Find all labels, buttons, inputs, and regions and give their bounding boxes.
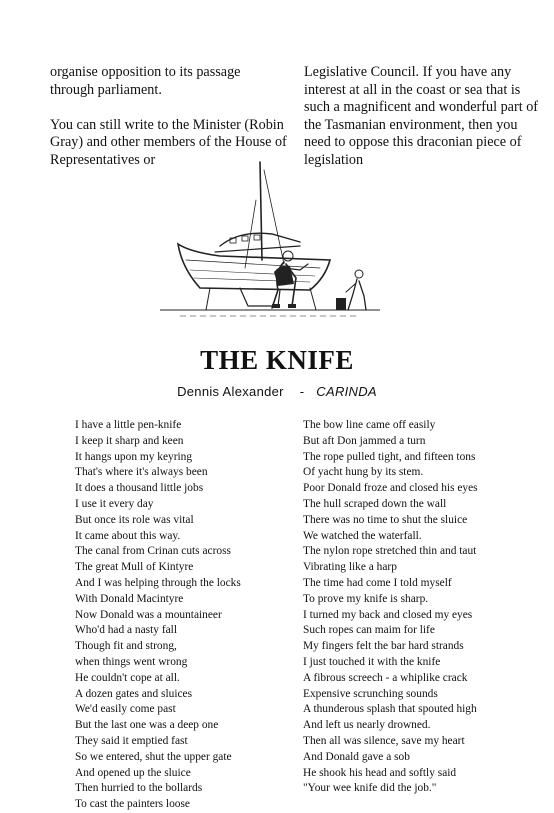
poem-line: Then all was silence, save my heart xyxy=(303,734,465,747)
poem-boat-name: CARINDA xyxy=(316,384,377,399)
poem-line: We watched the waterfall. xyxy=(303,529,422,542)
poem-line: So we entered, shut the upper gate xyxy=(75,750,232,763)
poem-line: Of yacht hung by its stem. xyxy=(303,466,424,479)
poem-line: Now Donald was a mountaineer xyxy=(75,608,222,621)
poem-line: I have a little pen-knife xyxy=(75,419,182,431)
poem-line: The hull scraped down the wall xyxy=(303,497,447,510)
poem-line: A thunderous splash that spouted high xyxy=(303,703,477,716)
poem-line: But the last one was a deep one xyxy=(75,719,219,732)
top-right-paragraph: Legislative Council. If you have any interest at all in the coast or sea that is such a magnificent and wonderful part of the Tasmanian environment, then you need to oppose this draconian piece of legislation xyxy=(304,64,539,168)
poem-line: They said it emptied fast xyxy=(75,734,188,747)
poem-right-column xyxy=(303,418,533,797)
poem-line: To prove my knife is sharp. xyxy=(303,592,429,605)
poem-line: To cast the painters loose xyxy=(75,798,190,811)
poem-line: We'd easily come past xyxy=(75,703,176,716)
poem-byline xyxy=(0,384,554,399)
poem-line: The bow line came off easily xyxy=(303,419,436,431)
poem-line: A dozen gates and sluices xyxy=(75,687,193,700)
poem-title: THE KNIFE xyxy=(200,345,354,375)
poem-line: The great Mull of Kintyre xyxy=(75,561,194,574)
poem-line: The nylon rope stretched thin and taut xyxy=(303,545,477,558)
poem-line: It came about this way. xyxy=(75,529,181,542)
poem-line: And opened up the sluice xyxy=(75,766,191,779)
poem-line: But aft Don jammed a turn xyxy=(303,434,426,447)
poem-line: My fingers felt the bar hard strands xyxy=(303,640,464,653)
poem-line: "Your wee knife did the job." xyxy=(303,782,437,795)
poem-author: Dennis Alexander xyxy=(177,384,284,399)
poem-line: I use it every day xyxy=(75,497,154,510)
poem-line: Poor Donald froze and closed his eyes xyxy=(303,482,478,495)
top-left-paragraph: organise opposition to its passage through parliament. xyxy=(50,64,241,98)
poem-line: And I was helping through the locks xyxy=(75,576,241,589)
poem-line: I just touched it with the knife xyxy=(303,655,441,668)
poem-line: He couldn't cope at all. xyxy=(75,671,180,684)
poem-line: Who'd had a nasty fall xyxy=(75,624,178,637)
poem-line: Then hurried to the bollards xyxy=(75,782,203,795)
byline-separator: - xyxy=(299,384,305,399)
poem-line: It hangs upon my keyring xyxy=(75,450,193,463)
poem-line: It does a thousand little jobs xyxy=(75,482,204,495)
poem-line: The canal from Crinan cuts across xyxy=(75,545,231,558)
poem-left-column xyxy=(75,418,290,813)
poem-line: There was no time to shut the sluice xyxy=(303,513,468,526)
poem-line: I turned my back and closed my eyes xyxy=(303,608,473,621)
poem-line: Expensive scrunching sounds xyxy=(303,687,438,700)
poem-line: A fibrous screech - a whiplike crack xyxy=(303,671,468,684)
poem-line: Though fit and strong, xyxy=(75,640,177,653)
poem-line: He shook his head and softly said xyxy=(303,766,457,779)
poem-line: The rope pulled tight, and fifteen tons xyxy=(303,450,476,463)
sailboat-on-slipway-illustration xyxy=(160,160,380,322)
poem-line: With Donald Macintyre xyxy=(75,592,184,605)
poem-line: I keep it sharp and keen xyxy=(75,434,184,447)
top-left-paragraph: You can still write to the Minister (Robin Gray) and other members of the House of Representatives or xyxy=(50,116,287,168)
poem-line: But once its role was vital xyxy=(75,513,194,526)
poem-line: Such ropes can maim for life xyxy=(303,624,435,637)
poem-line: And left us nearly drowned. xyxy=(303,719,431,732)
poem-line: That's where it's always been xyxy=(75,466,208,479)
poem-line: Vibrating like a harp xyxy=(303,561,397,574)
poem-line: The time had come I told myself xyxy=(303,576,452,589)
poem-line: when things went wrong xyxy=(75,655,188,668)
poem-line: And Donald gave a sob xyxy=(303,750,410,763)
